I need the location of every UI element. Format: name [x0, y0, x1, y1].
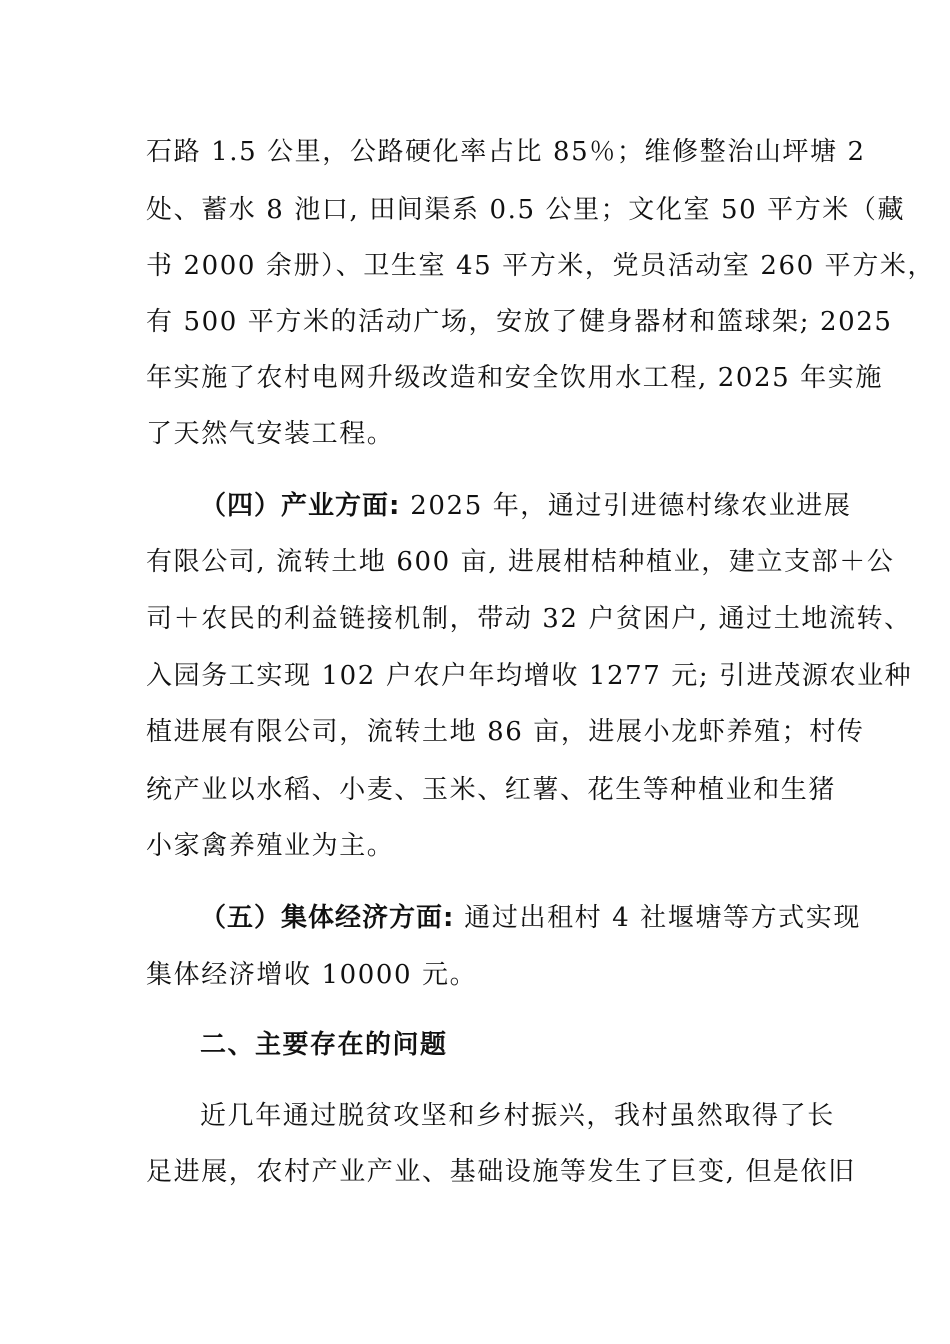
- paragraph-line: 了天然气安装工程。: [146, 419, 395, 449]
- paragraph-line: 年实施了农村电网升级改造和安全饮用水工程, 2025 年实施: [146, 363, 883, 393]
- section-heading: 二、主要存在的问题: [200, 1030, 448, 1060]
- paragraph-first-line: [200, 898, 861, 938]
- paragraph-line: 统产业以水稻、小麦、玉米、红薯、花生等种植业和生猪: [146, 775, 837, 805]
- paragraph-text: 通过出租村 4 社堰塘等方式实现: [454, 903, 861, 933]
- paragraph-line: 有 500 平方米的活动广场，安放了健身器材和篮球架; 2025: [146, 307, 893, 337]
- paragraph-first-line: [200, 486, 852, 526]
- paragraph-line: 书 2000 余册）、卫生室 45 平方米，党员活动室 260 平方米，: [146, 251, 936, 281]
- paragraph-line: 有限公司, 流转土地 600 亩, 进展柑桔种植业，建立支部＋公: [146, 547, 895, 577]
- paragraph-text: 2025 年，通过引进德村缘农业进展: [400, 491, 852, 521]
- paragraph-line: 集体经济增收 10000 元。: [146, 960, 478, 990]
- paragraph-first-line: 近几年通过脱贫攻坚和乡村振兴，我村虽然取得了长: [200, 1101, 835, 1131]
- paragraph-line: 植进展有限公司，流转土地 86 亩，进展小龙虾养殖；村传: [146, 717, 865, 747]
- paragraph-line: 石路 1.5 公里，公路硬化率占比 85％；维修整治山坪塘 2: [146, 137, 866, 167]
- paragraph-line: 足进展，农村产业产业、基础设施等发生了巨变, 但是依旧: [146, 1157, 856, 1187]
- subsection-heading: （四）产业方面:: [200, 491, 401, 521]
- paragraph-line: 入园务工实现 102 户农户年均增收 1277 元; 引进茂源农业种: [146, 661, 913, 691]
- subsection-heading: （五）集体经济方面:: [200, 903, 455, 933]
- paragraph-line: 小家禽养殖业为主。: [146, 831, 395, 861]
- paragraph-line: 处、蓄水 8 池口, 田间渠系 0.5 公里；文化室 50 平方米（藏: [146, 195, 906, 225]
- paragraph-line: 司＋农民的利益链接机制，带动 32 户贫困户, 通过土地流转、: [146, 604, 912, 634]
